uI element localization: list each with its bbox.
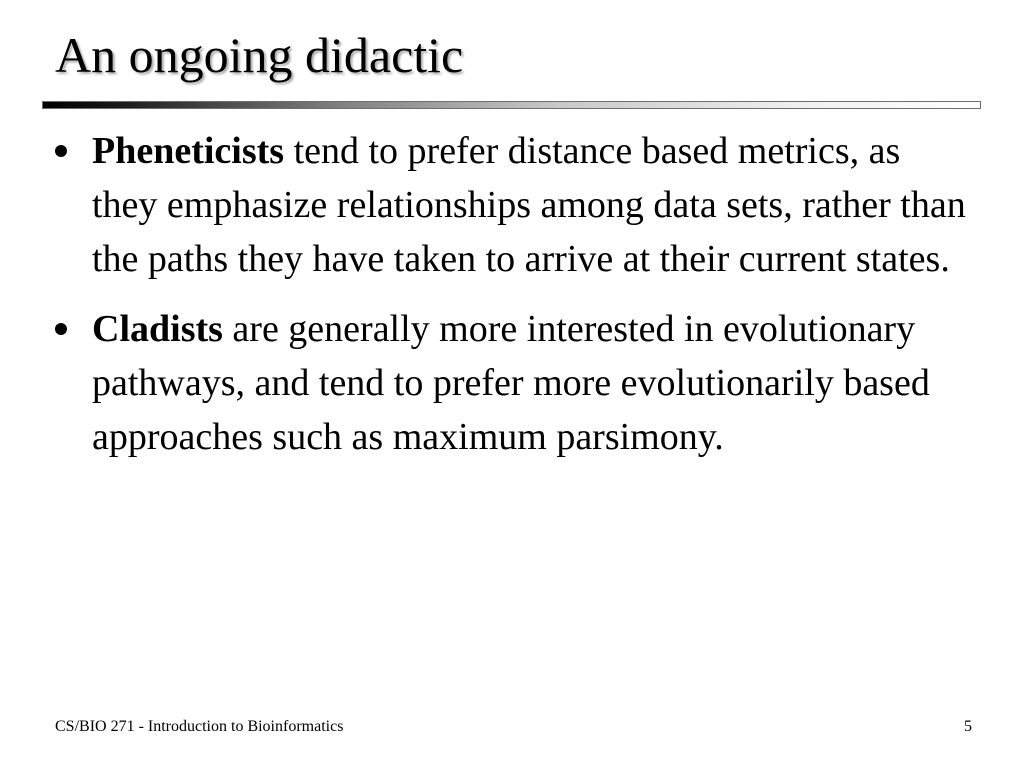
bullet-text: are generally more interested in evolutionary pathways, and tend to prefer more evolutionarily based approaches such as maximum parsimony. — [92, 308, 930, 458]
slide-title: An ongoing didactic — [55, 27, 464, 83]
footer-course-title: CS/BIO 271 - Introduction to Bioinformatics — [55, 718, 344, 735]
bullet-dot-icon — [55, 145, 67, 157]
bullet-dot-icon — [55, 323, 67, 335]
bullet-list — [0, 124, 1024, 480]
title-divider — [42, 101, 981, 109]
bullet-term: Cladists — [92, 308, 223, 350]
bullet-text: tend to prefer distance based metrics, as they emphasize relationships among data sets, rather than the paths they have taken to arrive at their current states. — [92, 130, 966, 280]
bullet-item-pheneticists — [0, 124, 1024, 286]
slide-number: 5 — [964, 718, 972, 735]
bullet-term: Pheneticists — [92, 130, 285, 172]
bullet-item-cladists — [0, 302, 1024, 464]
